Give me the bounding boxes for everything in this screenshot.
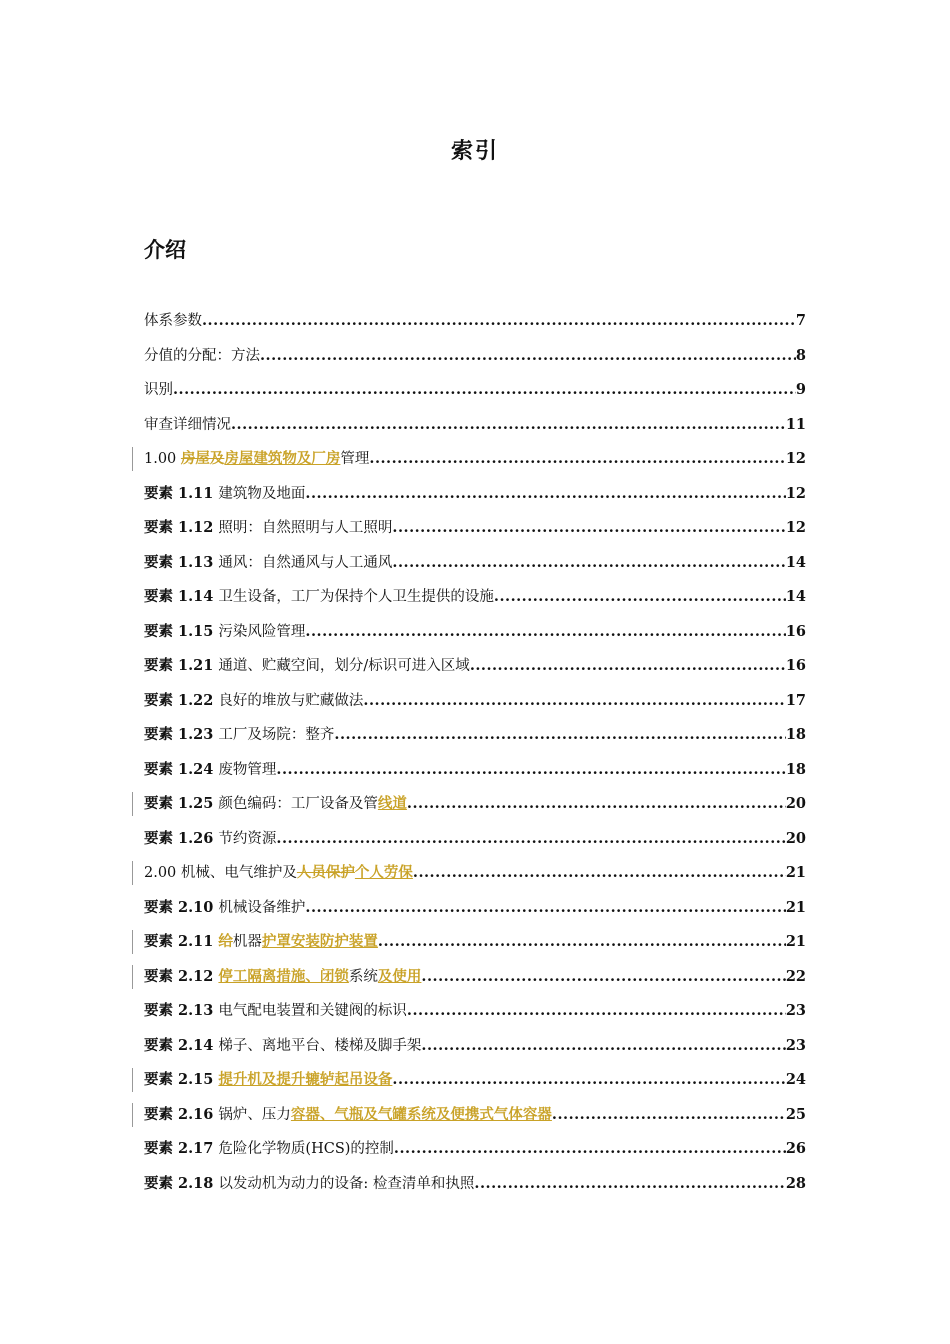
- toc-page-number: 14: [785, 553, 806, 571]
- toc-entry-text: 电气配电装置和关键阀的标识: [218, 1003, 407, 1019]
- dot-leader: [369, 448, 785, 470]
- dot-leader: [305, 897, 785, 919]
- toc-entry[interactable]: [144, 655, 806, 690]
- toc-entry-text: 通道、贮藏空间，划分/标识可进入区域: [218, 658, 470, 674]
- dot-leader: [392, 1069, 785, 1091]
- deleted-text: 人员保护: [296, 864, 355, 881]
- toc-entry-text: 要素 2.15: [144, 1071, 219, 1088]
- toc-entry-text: 1.00: [144, 451, 181, 467]
- toc-entry-text: 要素 1.21: [144, 657, 219, 674]
- toc-entry-text: 要素 1.25: [144, 795, 219, 812]
- toc-entry-text: 机械设备维护: [218, 899, 306, 916]
- toc-entry-text: 废物管理: [218, 761, 277, 778]
- toc-entry[interactable]: [144, 1035, 806, 1070]
- toc-entry-label: [144, 345, 260, 367]
- toc-entry-text: 分值的分配：方法: [144, 347, 260, 364]
- toc-page-number: 18: [785, 760, 806, 778]
- toc-page-number: 21: [785, 933, 806, 950]
- toc-entry-text: 良好的堆放与贮藏做法: [218, 692, 364, 709]
- dot-leader: [276, 759, 785, 781]
- toc-entry-text: 危险化学物质(HCS)的控制: [218, 1141, 394, 1157]
- change-bar: [132, 447, 133, 471]
- toc-entry-label: [144, 724, 334, 746]
- toc-entry[interactable]: [144, 1000, 806, 1035]
- toc-entry-text: 要素 2.10: [144, 898, 219, 916]
- inserted-text: 线道: [377, 795, 407, 812]
- change-bar: [132, 1103, 133, 1127]
- dot-leader: [378, 931, 786, 953]
- toc-entry-text: 颜色编码：工厂设备及管: [218, 796, 378, 812]
- inserted-text: 房屋建筑物及厂房: [224, 450, 341, 467]
- toc-entry-text: 要素 2.14: [144, 1036, 219, 1054]
- toc-entry[interactable]: [144, 690, 806, 725]
- toc-entry-label: [144, 655, 470, 677]
- toc-entry-text: 梯子、离地平台、楼梯及脚手架: [218, 1037, 422, 1054]
- toc-page-number: 20: [785, 829, 806, 847]
- toc-entry-text: 要素 1.13: [144, 553, 219, 571]
- toc-entry[interactable]: [144, 1069, 806, 1104]
- dot-leader: [305, 621, 785, 643]
- table-of-contents: [144, 310, 806, 1207]
- toc-page-number: 24: [785, 1071, 806, 1088]
- toc-entry[interactable]: [144, 310, 806, 345]
- toc-entry[interactable]: [144, 345, 806, 380]
- toc-page-number: 20: [785, 795, 806, 812]
- dot-leader: [407, 1000, 786, 1022]
- dot-leader: [392, 552, 785, 574]
- toc-entry[interactable]: [144, 931, 806, 966]
- toc-entry[interactable]: [144, 621, 806, 656]
- toc-entry-text: 要素 1.12: [144, 519, 219, 536]
- toc-entry[interactable]: [144, 759, 806, 794]
- toc-entry[interactable]: [144, 828, 806, 863]
- toc-entry-label: [144, 931, 378, 953]
- toc-entry-text: 机器: [232, 934, 262, 950]
- toc-page-number: 28: [785, 1174, 806, 1192]
- toc-entry-label: [144, 1035, 421, 1057]
- toc-page-number: 12: [785, 450, 806, 467]
- toc-entry[interactable]: [144, 448, 806, 483]
- toc-entry[interactable]: [144, 793, 806, 828]
- toc-entry-text: 要素 1.11: [144, 484, 219, 502]
- dot-leader: [394, 1138, 786, 1160]
- toc-page-number: 14: [785, 588, 806, 605]
- inserted-text: 护罩安装防护装置: [261, 933, 378, 950]
- toc-entry-text: 节约资源: [218, 830, 277, 847]
- change-bar: [132, 930, 133, 954]
- dot-leader: [276, 828, 785, 850]
- toc-entry-label: [144, 862, 413, 884]
- toc-entry-label: [144, 1138, 394, 1160]
- dot-leader: [552, 1104, 786, 1126]
- inserted-text: 提升机及提升辘轳起吊设备: [218, 1071, 393, 1088]
- dot-leader: [202, 310, 796, 332]
- toc-entry-label: [144, 552, 392, 574]
- toc-entry[interactable]: [144, 517, 806, 552]
- toc-entry-label: [144, 897, 305, 919]
- toc-entry-text: 要素 2.18: [144, 1174, 219, 1192]
- toc-entry[interactable]: [144, 483, 806, 518]
- inserted-text: 停工隔离措施、闭锁: [218, 967, 349, 985]
- toc-entry-text: 要素 1.14: [144, 588, 219, 605]
- change-bar: [132, 861, 133, 885]
- dot-leader: [413, 862, 786, 884]
- dot-leader: [474, 1173, 785, 1195]
- toc-entry-text: 以发动机为动力的设备: 检查清单和执照: [218, 1175, 475, 1192]
- toc-entry[interactable]: [144, 862, 806, 897]
- toc-page-number: 18: [785, 726, 806, 743]
- toc-page-number: 12: [785, 519, 806, 536]
- change-bar: [132, 792, 133, 816]
- toc-entry[interactable]: [144, 586, 806, 621]
- toc-entry-label: [144, 1000, 407, 1022]
- toc-page-number: 12: [785, 484, 806, 502]
- toc-entry[interactable]: [144, 1138, 806, 1173]
- deleted-text: 给: [218, 933, 233, 950]
- toc-entry-label: [144, 379, 173, 401]
- toc-page-number: 23: [785, 1002, 806, 1019]
- toc-entry-text: 污染风险管理: [218, 623, 306, 640]
- dot-leader: [407, 793, 786, 815]
- toc-entry[interactable]: [144, 724, 806, 759]
- toc-page-number: 9: [795, 381, 806, 398]
- toc-entry-text: 识别: [144, 382, 173, 398]
- toc-entry-label: [144, 414, 231, 436]
- toc-entry-text: 建筑物及地面: [218, 485, 306, 502]
- toc-entry-label: [144, 483, 305, 505]
- dot-leader: [260, 345, 796, 367]
- toc-page-number: 7: [795, 312, 806, 329]
- toc-entry-text: 要素 1.23: [144, 726, 219, 743]
- toc-entry-text: 要素 2.12: [144, 967, 219, 985]
- toc-entry-text: 工厂及场院：整齐: [218, 727, 335, 743]
- toc-entry[interactable]: [144, 1104, 806, 1139]
- toc-entry-text: 要素 2.17: [144, 1140, 219, 1157]
- toc-entry-text: 审查详细情况: [144, 416, 231, 433]
- toc-entry-text: 2.00 机械、电气维护及: [144, 865, 297, 881]
- inserted-text: 容器、气瓶及气罐系统及便携式气体容器: [290, 1105, 552, 1123]
- toc-entry-text: 锅炉、压力: [218, 1106, 291, 1123]
- toc-entry-label: [144, 517, 392, 539]
- dot-leader: [494, 586, 786, 608]
- toc-entry[interactable]: [144, 552, 806, 587]
- toc-entry-text: 要素 2.11: [144, 933, 219, 950]
- toc-entry-text: 要素 1.26: [144, 829, 219, 847]
- dot-leader: [363, 690, 785, 712]
- dot-leader: [334, 724, 785, 746]
- toc-entry[interactable]: [144, 414, 806, 449]
- toc-entry-label: [144, 690, 363, 712]
- dot-leader: [421, 1035, 785, 1057]
- toc-page-number: 22: [785, 967, 806, 985]
- change-bar: [132, 1068, 133, 1092]
- change-bar: [132, 965, 133, 989]
- toc-entry-text: 体系参数: [144, 313, 202, 329]
- toc-entry-text: 照明：自然照明与人工照明: [218, 520, 393, 536]
- toc-entry-text: 要素 1.22: [144, 691, 219, 709]
- toc-page-number: 21: [785, 864, 806, 881]
- toc-entry-label: [144, 1173, 474, 1195]
- dot-leader: [173, 379, 796, 401]
- deleted-text: 房屋及: [180, 450, 225, 467]
- toc-entry-label: [144, 828, 276, 850]
- page-title: 索引: [450, 138, 499, 164]
- toc-entry-label: [144, 966, 421, 988]
- dot-leader: [305, 483, 785, 505]
- toc-entry-text: 管理: [340, 451, 370, 467]
- toc-entry-label: [144, 1069, 392, 1091]
- toc-entry-label: [144, 621, 305, 643]
- toc-entry[interactable]: [144, 1173, 806, 1208]
- toc-page-number: 17: [785, 691, 806, 709]
- toc-entry-text: 要素 2.16: [144, 1105, 219, 1123]
- toc-entry-label: [144, 310, 202, 332]
- toc-entry-text: 系统: [348, 968, 378, 985]
- toc-page-number: 11: [785, 415, 806, 433]
- toc-entry-text: 要素 2.13: [144, 1002, 219, 1019]
- toc-entry[interactable]: [144, 966, 806, 1001]
- toc-entry-text: 要素 1.24: [144, 760, 219, 778]
- toc-entry-label: [144, 586, 494, 608]
- dot-leader: [392, 517, 785, 539]
- toc-entry-text: 卫生设备，工厂为保持个人卫生提供的设施: [218, 589, 494, 605]
- toc-page-number: 16: [785, 657, 806, 674]
- toc-page-number: 25: [785, 1105, 806, 1123]
- toc-page-number: 26: [785, 1140, 806, 1157]
- inserted-text: 及使用: [377, 967, 422, 985]
- toc-entry-label: [144, 448, 369, 470]
- section-heading: 介绍: [144, 237, 186, 262]
- toc-entry[interactable]: [144, 897, 806, 932]
- toc-page-number: 8: [795, 346, 806, 364]
- toc-entry-label: [144, 759, 276, 781]
- toc-entry-label: [144, 1104, 552, 1126]
- toc-page-number: 16: [785, 622, 806, 640]
- toc-page-number: 21: [785, 898, 806, 916]
- dot-leader: [231, 414, 786, 436]
- inserted-text: 个人劳保: [354, 864, 413, 881]
- toc-entry-text: 要素 1.15: [144, 622, 219, 640]
- dot-leader: [470, 655, 786, 677]
- toc-page-number: 23: [785, 1036, 806, 1054]
- toc-entry[interactable]: [144, 379, 806, 414]
- dot-leader: [421, 966, 785, 988]
- toc-entry-text: 通风：自然通风与人工通风: [218, 554, 393, 571]
- toc-entry-label: [144, 793, 407, 815]
